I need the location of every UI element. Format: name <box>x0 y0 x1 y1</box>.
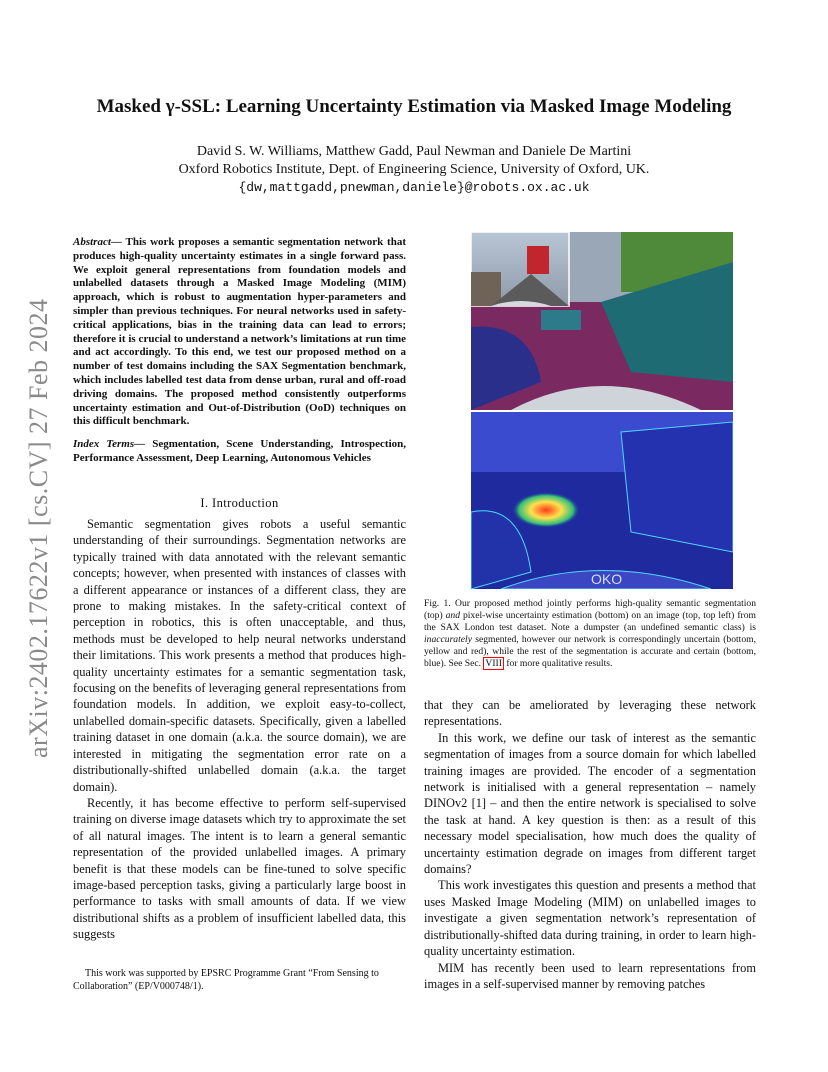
affiliation: Oxford Robotics Institute, Dept. of Engineering Science, University of Oxford, UK. <box>178 162 650 177</box>
author-emails: {dw,mattgadd,pnewman,daniele}@robots.ox.ac.uk <box>238 180 590 195</box>
caption-emphasis: inaccurately <box>424 634 472 645</box>
caption-text: segmented, however our network is correspondingly uncertain (bottom, yellow and red), while the rest of the segmentation is accurate and certain (bottom, blue). See Sec. <box>424 634 756 669</box>
section-heading: I. Introduction <box>200 496 279 510</box>
paragraph: This work investigates this question and presents a method that uses Masked Image Modeling (MIM) on unlabelled images to investigate a given segmentation network’s representation of distributionally-shifted data during training, in order to learn high-quality uncertainty estimation. <box>424 878 756 959</box>
paper-title: Masked γ-SSL: Learning Uncertainty Estimation via Masked Image Modeling <box>96 96 732 117</box>
paragraph: Recently, it has become effective to perform self-supervised training on diverse image datasets which try to approximate the set of all natural images. The intent is to learn a general semantic representation of the provided unlabelled images. A primary benefit is that these models can be fine-tuned to solve specific image-based perception tasks, giving a particularly large boost in performance to tasks with small amounts of data. If we view distributional shifts as a problem of insufficient labelled data, this suggests <box>73 795 406 942</box>
abstract-label: Abstract— <box>73 236 122 248</box>
caption-text: Our proposed method jointly performs high-quality semantic segmentation (top) <box>424 598 756 621</box>
right-column-body <box>424 697 756 992</box>
figure-1 <box>471 232 733 589</box>
arxiv-stamp: arXiv:2402.17622v1 [cs.CV] 27 Feb 2024 <box>24 298 53 758</box>
vehicle-badge-text: OKO <box>591 571 623 587</box>
paragraph: Semantic segmentation gives robots a useful semantic understanding of their surroundings. Segmentation networks are typically trained with data annotated with the relevant semantic concepts; however, when presented with instances of classes with a different appearance or instances of a different class, they are prone to making mistakes. In the safety-critical context of perception in robotics, this is often unacceptable, and thus, methods must be developed to help neural networks understand their limitations. This work presents a method that produces high-quality uncertainty estimates for a semantic segmentation task, focusing on the benefits of leveraging general representations from foundation models. In addition, we exploit easy-to-collect, unlabelled domain-specific datasets. Specifically, given a labelled training dataset in one domain (a.k.a. the source domain), we are interested in mitigating the segmentation error rate on a distributionally-shifted unlabelled domain (a.k.a. the target domain). <box>73 517 406 794</box>
index-terms <box>73 438 406 466</box>
index-terms-label: Index Terms— <box>73 438 146 450</box>
segmentation-panel <box>471 232 733 410</box>
footnote-text: This work was supported by EPSRC Programme Grant “From Sensing to Collaboration” (EP/V000748/1). <box>73 968 379 992</box>
caption-emphasis: and <box>445 610 460 621</box>
caption-label: Fig. 1. <box>424 598 451 609</box>
abstract-text: This work proposes a semantic segmentation network that produces high-quality uncertainty estimates in a single forward pass. We exploit general representations from foundation models and unlabelled datasets through a Masked Image Modeling (MIM) approach, which is robust to augmentation hyper-parameters and simpler than previous techniques. For neural networks used in safety-critical applications, bias in the training data can lead to errors; therefore it is crucial to understand a network’s limitations at run time and act accordingly. To this end, we test our proposed method on a number of test domains including the SAX Segmentation benchmark, which includes labelled test data from dense urban, rural and off-road driving domains. The proposed method consistently outperforms uncertainty estimation and Out-of-Distribution (OoD) techniques on this difficult benchmark. <box>73 236 406 428</box>
uncertainty-panel <box>471 412 733 589</box>
author-list: David S. W. Williams, Matthew Gadd, Paul Newman and Daniele De Martini <box>196 144 632 159</box>
caption-text: pixel-wise uncertainty estimation (bottom) on an image (top, top left) from the SAX London test dataset. Note a dumpster (an undefined semantic class) is <box>424 610 756 633</box>
abstract <box>73 236 406 429</box>
caption-text: for more qualitative results. <box>503 658 613 669</box>
index-terms-text: Segmentation, Scene Understanding, Introspection, Performance Assessment, Deep Learning, Autonomous Vehicles <box>73 438 406 464</box>
figure-image <box>471 232 733 589</box>
footnote <box>73 968 406 993</box>
paragraph: that they can be ameliorated by leveraging these network representations. <box>424 698 756 729</box>
section-link[interactable]: VIII <box>485 658 502 669</box>
left-column-body <box>73 516 406 943</box>
paragraph: MIM has recently been used to learn representations from images in a self-supervised manner by removing patches <box>424 960 756 991</box>
figure-caption <box>424 598 756 670</box>
paragraph: In this work, we define our task of interest as the semantic segmentation of images from a source domain for which labelled training images are provided. The encoder of a segmentation network is initialised with a general representation – namely DINOv2 [1] – and then the entire network is specialised to solve the task at hand. A key question is then: as a result of this necessary model specialisation, how much does the quality of uncertainty estimation degrade on images from different target domains? <box>424 730 756 877</box>
